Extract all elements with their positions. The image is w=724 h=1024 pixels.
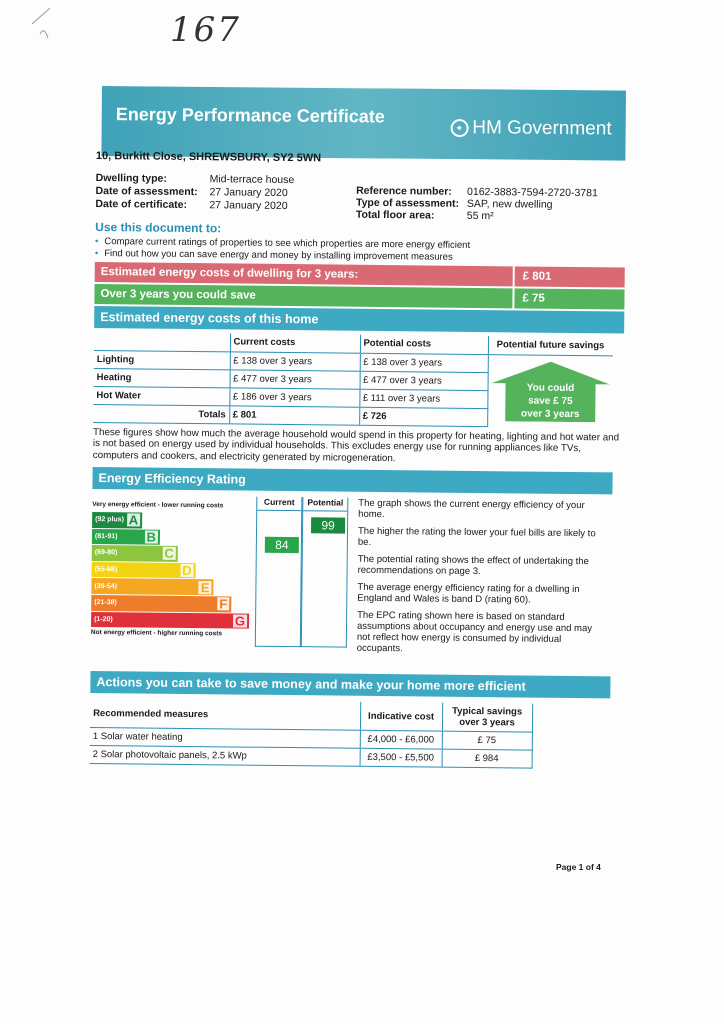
costs-note: These figures show how much the average household would spend in this property for heating, lighting and hot water and is not based on energy used by individual households. This excludes energy use for running appliances like TVs, computers and cookers, and electricity generated by microgeneration. bbox=[92, 426, 620, 464]
costs-item: Heating bbox=[94, 368, 230, 387]
scale-bottom-label: Not energy efficient - higher running costs bbox=[90, 629, 223, 638]
potential-rating-tag: 99 bbox=[311, 517, 345, 533]
floor-area: 55 m² bbox=[466, 209, 494, 223]
savings-value: £ 75 bbox=[512, 288, 624, 309]
costs-header-savings: Potential future savings bbox=[488, 336, 613, 355]
band-g bbox=[91, 612, 249, 629]
rating-text: The graph shows the current energy efficiency of your home. bbox=[358, 497, 585, 521]
band-e bbox=[91, 578, 213, 595]
action-cost: £3,500 - £5,500 bbox=[360, 748, 442, 767]
costs-title: Estimated energy costs of this home bbox=[100, 310, 319, 327]
efficiency-rating bbox=[91, 495, 623, 663]
efficiency-title: Energy Efficiency Rating bbox=[98, 471, 246, 487]
rating-columns bbox=[255, 497, 349, 660]
band-b bbox=[92, 529, 160, 545]
savings-arrow-line1: You could bbox=[526, 382, 574, 395]
band-letter: F bbox=[219, 596, 228, 612]
efficiency-section-title bbox=[92, 467, 612, 494]
current-header: Current bbox=[257, 497, 301, 511]
band-range: (92 plus) bbox=[95, 516, 124, 524]
rating-explanation bbox=[357, 498, 609, 663]
action-measure: 1 Solar water heating bbox=[90, 727, 360, 748]
totals-label: Totals bbox=[93, 404, 229, 423]
handwritten-number: 167 bbox=[170, 10, 241, 50]
actions-table bbox=[90, 699, 533, 769]
bullet-item: • Compare current ratings of properties to see which properties are more energy efficient bbox=[95, 236, 625, 254]
gov-logo bbox=[450, 117, 612, 140]
page-number: Page 1 of 4 bbox=[556, 862, 601, 872]
costs-potential: £ 477 over 3 years bbox=[360, 371, 488, 390]
action-savings: £ 984 bbox=[442, 749, 532, 768]
rating-scale bbox=[91, 495, 253, 659]
band-f bbox=[91, 595, 231, 612]
costs-potential: £ 111 over 3 years bbox=[359, 389, 487, 408]
gov-label: HM Government bbox=[472, 117, 612, 140]
band-range: (39-54) bbox=[94, 582, 118, 590]
actions-section-title bbox=[90, 671, 610, 698]
savings-arrow-cell bbox=[487, 354, 612, 427]
estimated-costs-value: £ 801 bbox=[513, 266, 625, 287]
estimated-costs-label: Estimated energy costs of dwelling for 3 years: bbox=[100, 266, 359, 281]
ref-label: Reference number: bbox=[356, 184, 452, 198]
current-rating-tag: 84 bbox=[265, 537, 299, 553]
totals-current: £ 801 bbox=[229, 405, 359, 424]
band-range: (69-80) bbox=[94, 549, 118, 557]
type-label: Type of assessment: bbox=[355, 196, 460, 210]
current-column bbox=[255, 497, 303, 647]
dwelling-type-label: Dwelling type: bbox=[95, 171, 167, 185]
costs-current: £ 477 over 3 years bbox=[230, 369, 360, 388]
savings-arrow bbox=[491, 361, 610, 422]
address: 10, Burkitt Close, SHREWSBURY, SY2 5WN bbox=[95, 150, 322, 165]
action-measure: 2 Solar photovoltaic panels, 2.5 kWp bbox=[90, 745, 360, 766]
costs-item: Hot Water bbox=[93, 386, 229, 405]
costs-table bbox=[93, 332, 612, 428]
actions-header-cost: Indicative cost bbox=[360, 702, 442, 731]
band-range: (1-20) bbox=[94, 615, 113, 624]
savings-arrow-line3: over 3 years bbox=[520, 408, 580, 421]
date-certificate-label: Date of certificate: bbox=[95, 197, 188, 211]
rating-text: The potential rating shows the effect of undertaking the recommendations on page 3. bbox=[357, 553, 589, 578]
band-c bbox=[92, 545, 178, 561]
band-range: (55-68) bbox=[94, 566, 118, 574]
costs-potential: £ 138 over 3 years bbox=[360, 353, 488, 372]
savings-label: Over 3 years you could save bbox=[100, 288, 256, 302]
costs-section-title bbox=[94, 306, 624, 334]
savings-arrow-line2: save £ 75 bbox=[527, 395, 573, 407]
table-row bbox=[90, 745, 532, 768]
band-range: (21-38) bbox=[94, 599, 117, 607]
band-letter: E bbox=[200, 579, 210, 595]
scale-top-label: Very energy efficient - lower running costs bbox=[92, 500, 224, 510]
savings-bar bbox=[94, 284, 624, 310]
band-d bbox=[92, 562, 196, 579]
costs-header-current: Current costs bbox=[230, 333, 360, 352]
rating-text: The EPC rating shown here is based on standard assumptions about occupancy and energy use and may not reflect how energy is consumed by individual occupants. bbox=[356, 609, 593, 655]
costs-header-potential: Potential costs bbox=[360, 335, 488, 354]
action-cost: £4,000 - £6,000 bbox=[360, 730, 442, 749]
actions-header-savings: Typical savings over 3 years bbox=[442, 703, 532, 732]
floor-label: Total floor area: bbox=[355, 208, 435, 222]
ref-number: 0162-3883-7594-2720-3781 bbox=[467, 185, 598, 200]
band-list bbox=[91, 512, 252, 629]
bullet-item: • Find out how you can save energy and money by installing improvement measures bbox=[95, 248, 625, 266]
certificate-banner bbox=[101, 86, 626, 161]
band-letter: C bbox=[164, 546, 174, 562]
use-title: Use this document to: bbox=[95, 219, 222, 236]
date-assessment-label: Date of assessment: bbox=[95, 184, 198, 199]
band-range: (81-91) bbox=[94, 532, 118, 541]
info-block bbox=[95, 172, 625, 224]
totals-potential: £ 726 bbox=[359, 407, 487, 426]
costs-header-blank bbox=[94, 332, 230, 351]
band-letter: B bbox=[146, 529, 157, 545]
actions-header-measures: Recommended measures bbox=[90, 699, 360, 730]
band-letter: G bbox=[234, 613, 246, 629]
costs-current: £ 138 over 3 years bbox=[230, 351, 360, 370]
certificate-body bbox=[90, 150, 626, 770]
assessment-type: SAP, new dwelling bbox=[466, 197, 553, 211]
date-assessment: 27 January 2020 bbox=[209, 186, 288, 200]
estimated-costs-bar bbox=[95, 262, 625, 288]
band-letter: A bbox=[128, 512, 139, 528]
actions-title: Actions you can take to save money and make your home more efficient bbox=[96, 675, 526, 694]
costs-item: Lighting bbox=[94, 350, 230, 369]
rating-text: The higher the rating the lower your fuel bills are likely to be. bbox=[357, 525, 596, 548]
dwelling-type: Mid-terrace house bbox=[209, 173, 295, 187]
crest-icon: ✦ bbox=[450, 119, 468, 137]
action-savings: £ 75 bbox=[442, 731, 532, 750]
band-letter: D bbox=[182, 563, 192, 579]
banner-title: Energy Performance Certificate bbox=[115, 104, 385, 127]
rating-text: The average energy efficiency rating for a dwelling in England and Wales is band D (rating 60). bbox=[357, 581, 580, 606]
band-a bbox=[92, 512, 142, 528]
date-certificate: 27 January 2020 bbox=[209, 199, 288, 213]
potential-column bbox=[301, 497, 349, 647]
use-bullets bbox=[95, 236, 625, 266]
costs-current: £ 186 over 3 years bbox=[229, 387, 359, 406]
potential-header: Potential bbox=[303, 497, 347, 511]
corner-scribble bbox=[30, 4, 70, 44]
